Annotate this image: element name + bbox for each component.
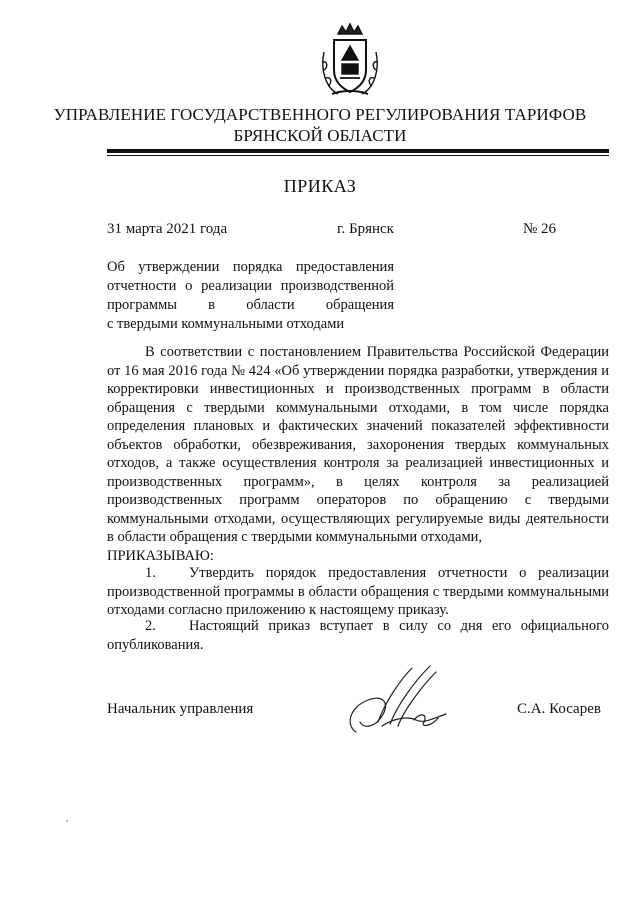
document-subject (107, 258, 394, 334)
document-place: г. Брянск (337, 221, 394, 237)
scan-speck (66, 820, 68, 822)
subject-line: с твердыми коммунальными отходами (107, 316, 345, 332)
subject-line: отчетности о реализации производственной (107, 278, 394, 294)
header-rule-thick (107, 149, 609, 153)
preamble-text: В соответствии с постановлением Правительства Российской Федерации от 16 мая 2016 года № 424 «Об утверждении порядка разработки, утверждения и корректировки инвестиционных и производственных программ в области обращения с твердыми коммунальными отходами, в том числе порядка определения плановых и фактических значений показателей эффективности объектов обработки, обезвреживания, захоронения твердых коммунальных отходов, а также осуществления контроля за реализацией инвестиционных и производственных программ», в целях контроля за реализацией производственных программ операторов по обращению с твердыми коммунальными отходами, осуществляющих регулируемые виды деятельности в области обращения с твердыми коммунальными отходами, (107, 344, 609, 545)
order-item-number: 1. (145, 565, 156, 581)
coat-of-arms-emblem (318, 22, 382, 98)
order-item (107, 564, 609, 620)
subject-line: Об утверждении порядка предоставления (107, 259, 394, 275)
signatory-position: Начальник управления (107, 701, 254, 717)
preamble-paragraph (107, 343, 609, 565)
order-item-text: Настоящий приказ вступает в силу со дня его официального опубликования. (107, 618, 609, 653)
organization-name-line1: УПРАВЛЕНИЕ ГОСУДАРСТВЕННОГО РЕГУЛИРОВАНИЯ ТАРИФОВ (53, 105, 587, 124)
document-title: ПРИКАЗ (283, 176, 357, 196)
document-number: № 26 (523, 221, 557, 237)
handwritten-signature (338, 660, 468, 748)
order-item (107, 617, 609, 654)
signatory-name: С.А. Косарев (517, 701, 601, 717)
header-rule-thin (107, 155, 609, 156)
subject-line: программы в области обращения (107, 297, 394, 313)
order-item-text: Утвердить порядок предоставления отчетности о реализации производственной программы в области обращения с твердыми коммунальными отходами согласно приложению к настоящему приказу. (107, 565, 609, 618)
organization-name-line2: БРЯНСКОЙ ОБЛАСТИ (233, 126, 407, 145)
document-date: 31 марта 2021 года (107, 221, 228, 237)
order-item-number: 2. (145, 618, 156, 634)
order-word: ПРИКАЗЫВАЮ: (107, 547, 214, 564)
